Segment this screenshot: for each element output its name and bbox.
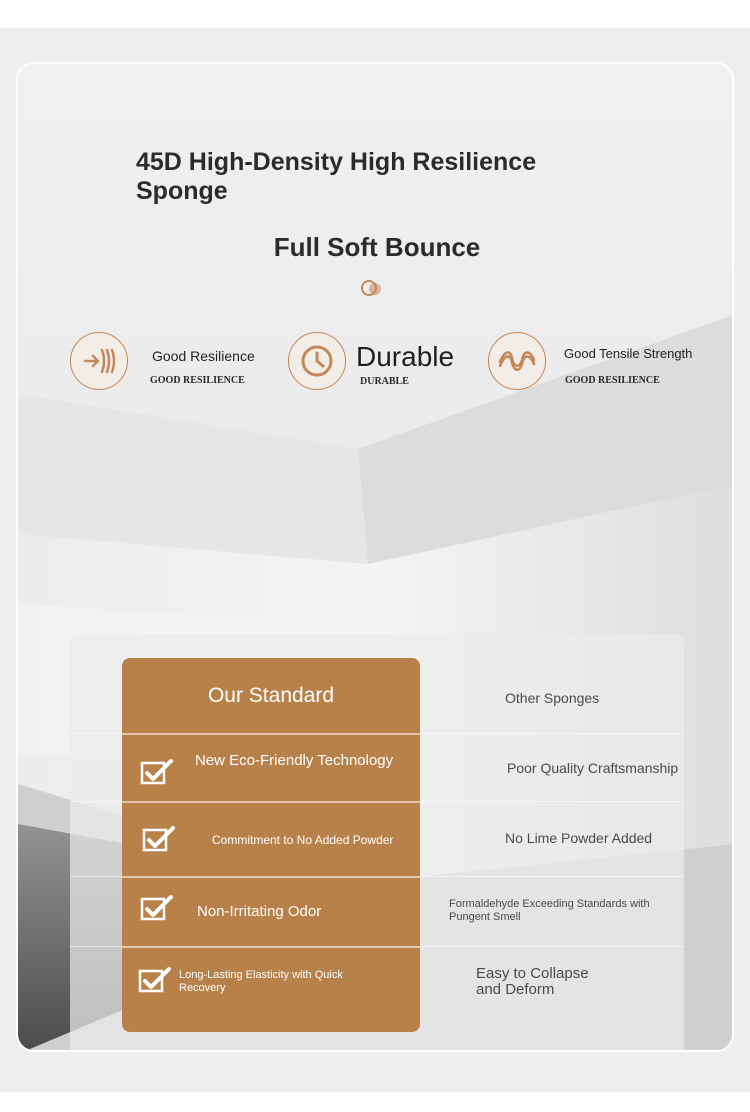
standard-divider bbox=[122, 801, 420, 803]
clock-icon bbox=[288, 332, 346, 390]
bounce-icon bbox=[360, 279, 384, 297]
standard-item: Long-Lasting Elasticity with Quick Recovery bbox=[179, 969, 343, 994]
top-margin bbox=[0, 0, 750, 28]
other-sponges-header: Other Sponges bbox=[505, 690, 600, 706]
checkmark-icon bbox=[138, 966, 172, 994]
our-standard-header: Our Standard bbox=[207, 684, 335, 707]
checkmark-icon bbox=[140, 894, 174, 922]
other-item: Easy to Collapse and Deform bbox=[476, 965, 589, 998]
feature-sub-durable: DURABLE bbox=[360, 376, 409, 387]
other-item: No Lime Powder Added bbox=[505, 830, 653, 846]
resilience-arrow-icon bbox=[70, 332, 128, 390]
standard-divider bbox=[122, 733, 420, 735]
standard-item: New Eco-Friendly Technology bbox=[195, 752, 394, 769]
feature-title-durable: Durable bbox=[356, 341, 455, 372]
page-title: 45D High-Density High Resilience Sponge bbox=[136, 148, 537, 205]
product-card bbox=[16, 62, 734, 1052]
standard-divider bbox=[122, 946, 420, 948]
wave-stretch-icon bbox=[488, 332, 546, 390]
standard-item: Commitment to No Added Powder bbox=[212, 833, 394, 847]
page-subtitle: Full Soft Bounce bbox=[273, 232, 481, 262]
checkmark-icon bbox=[142, 825, 176, 853]
checkmark-icon bbox=[140, 758, 174, 786]
feature-sub-tensile: GOOD RESILIENCE bbox=[565, 375, 660, 386]
feature-sub-resilience: GOOD RESILIENCE bbox=[150, 375, 245, 386]
feature-title-tensile: Good Tensile Strength bbox=[564, 346, 693, 361]
other-item: Formaldehyde Exceeding Standards with Pungent Smell bbox=[449, 898, 650, 923]
bottom-margin bbox=[0, 1092, 750, 1112]
standard-item: Non-Irritating Odor bbox=[197, 903, 322, 920]
standard-divider bbox=[122, 876, 420, 878]
feature-title-resilience: Good Resilience bbox=[152, 348, 255, 364]
other-item: Poor Quality Craftsmanship bbox=[507, 760, 679, 776]
